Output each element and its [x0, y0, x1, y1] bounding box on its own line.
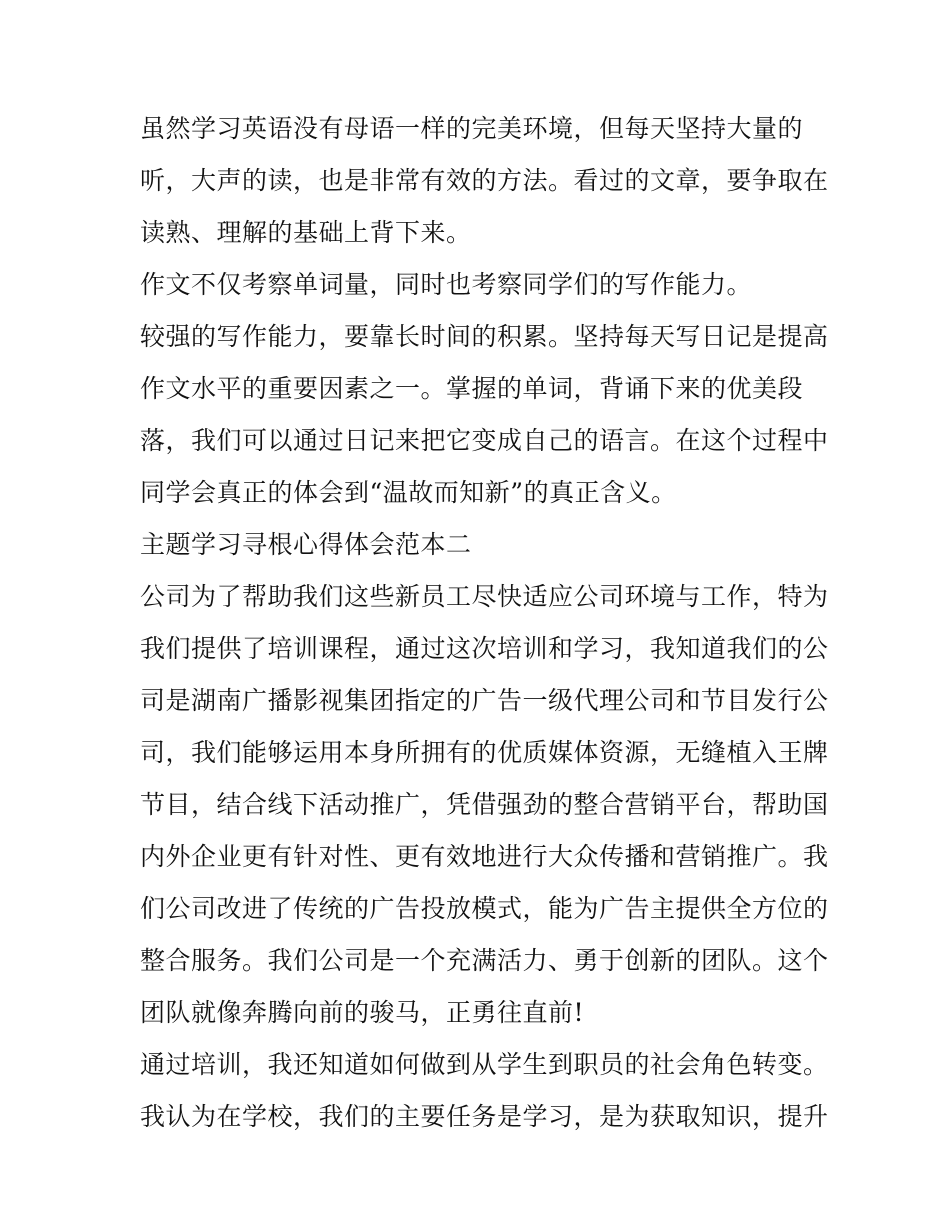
text-line: 司是湖南广播影视集团指定的广告一级代理公司和节目发行公 [140, 686, 829, 715]
text-line: 司，我们能够运用本身所拥有的优质媒体资源，无缝植入王牌 [140, 738, 829, 767]
document-body [140, 103, 830, 1143]
section-heading: 主题学习寻根心得体会范本二 [140, 530, 472, 559]
text-line: 节目，结合线下活动推广，凭借强劲的整合营销平台，帮助国 [140, 790, 829, 819]
text-line: 内外企业更有针对性、更有效地进行大众传播和营销推广。我 [140, 842, 829, 871]
text-line: 落，我们可以通过日记来把它变成自己的语言。在这个过程中 [140, 426, 829, 455]
text-line: 我们提供了培训课程，通过这次培训和学习，我知道我们的公 [140, 634, 829, 663]
text-line: 读熟、理解的基础上背下来。 [140, 218, 472, 247]
text-line: 作文不仅考察单词量，同时也考察同学们的写作能力。 [140, 270, 753, 299]
text-line: 虽然学习英语没有母语一样的完美环境，但每天坚持大量的 [140, 114, 804, 143]
text-line: 们公司改进了传统的广告投放模式，能为广告主提供全方位的 [140, 894, 829, 923]
text-line: 我认为在学校，我们的主要任务是学习，是为获取知识，提升 [140, 1102, 829, 1131]
text-line: 较强的写作能力，要靠长时间的积累。坚持每天写日记是提高 [140, 322, 829, 351]
text-line: 公司为了帮助我们这些新员工尽快适应公司环境与工作，特为 [140, 582, 829, 611]
text-line: 同学会真正的体会到“温故而知新”的真正含义。 [140, 478, 677, 507]
text-line: 作文水平的重要因素之一。掌握的单词，背诵下来的优美段 [140, 374, 804, 403]
text-line: 通过培训，我还知道如何做到从学生到职员的社会角色转变。 [140, 1050, 829, 1079]
text-line: 团队就像奔腾向前的骏马，正勇往直前! [140, 998, 585, 1027]
text-line: 听，大声的读，也是非常有效的方法。看过的文章，要争取在 [140, 166, 829, 195]
text-line: 整合服务。我们公司是一个充满活力、勇于创新的团队。这个 [140, 946, 829, 975]
